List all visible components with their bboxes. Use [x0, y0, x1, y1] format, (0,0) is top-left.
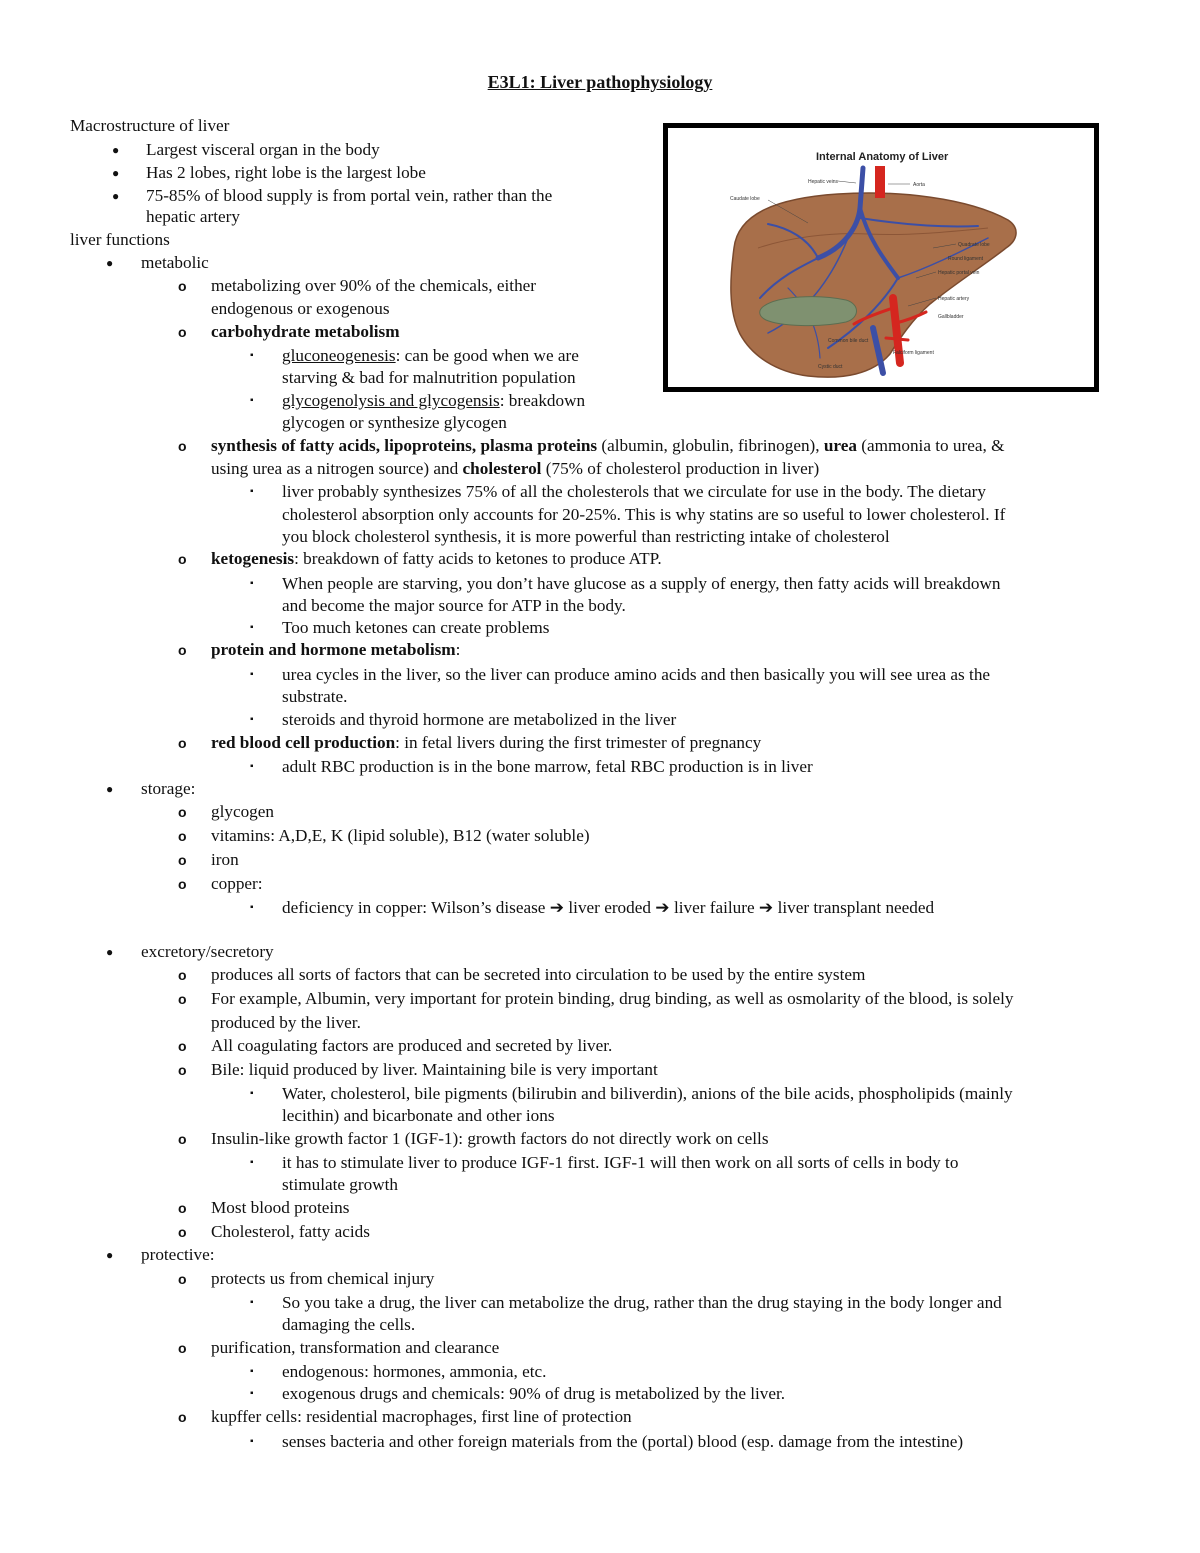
text-run: metabolic	[141, 253, 209, 272]
label-caudate-lobe: Caudate lobe	[730, 196, 760, 202]
text-run: (75% of cholesterol production in liver)	[541, 459, 820, 478]
text-run: : in fetal livers during the first trimester of pregnancy	[395, 733, 762, 752]
text-run: deficiency in copper: Wilson’s disease ➔ liver eroded ➔ liver failure ➔ liver transplant needed	[282, 898, 935, 917]
text-run: kupffer cells: residential macrophages, first line of protection	[211, 1407, 632, 1426]
bold-text: red blood cell production	[211, 733, 396, 752]
text-line	[282, 368, 576, 388]
text-line	[282, 665, 990, 685]
text-run: hepatic artery	[146, 207, 240, 226]
text-run: adult RBC production is in the bone marrow, fetal RBC production is in liver	[282, 757, 813, 776]
text-run: : can be good when we are	[395, 346, 579, 365]
text-run: Most blood proteins	[211, 1198, 350, 1217]
text-run: damaging the cells.	[282, 1315, 416, 1334]
text-line	[211, 1222, 370, 1242]
text-line	[282, 346, 579, 366]
bullet-square-icon: ▪	[250, 395, 254, 406]
text-line	[282, 482, 986, 502]
text-run: using urea as a nitrogen source) and	[211, 459, 463, 478]
bullet-circle-icon: o	[178, 735, 187, 751]
text-run: steroids and thyroid hormone are metabolized in the liver	[282, 710, 677, 729]
liver-anatomy-figure	[663, 123, 1099, 392]
text-run: glycogen	[211, 802, 275, 821]
text-line	[211, 874, 263, 894]
liver-illustration	[668, 128, 1094, 387]
text-line	[211, 1198, 349, 1218]
text-run: Bile: liquid produced by liver. Maintaining bile is very important	[211, 1060, 658, 1079]
text-run: and become the major source for ATP in the body.	[282, 596, 626, 615]
text-line	[211, 1407, 632, 1427]
bold-text: carbohydrate metabolism	[211, 322, 400, 341]
text-line	[211, 436, 1004, 456]
text-line	[282, 1432, 963, 1452]
bold-text: cholesterol	[462, 459, 542, 478]
bullet-circle-icon: o	[178, 1062, 187, 1078]
text-run: urea cycles in the liver, so the liver can produce amino acids and then basically you will see urea as the	[282, 665, 991, 684]
text-run: produces all sorts of factors that can be secreted into circulation to be used by the entire system	[211, 965, 866, 984]
text-run: Cholesterol, fatty acids	[211, 1222, 370, 1241]
bullet-circle-icon: o	[178, 642, 187, 658]
label-portal-vein: Hepatic portal vein	[938, 270, 980, 276]
bullet-circle-icon: o	[178, 967, 187, 983]
text-run: Largest visceral organ in the body	[146, 140, 380, 159]
text-line	[211, 299, 390, 319]
bullet-circle-icon: o	[178, 1340, 187, 1356]
bullet-square-icon: ▪	[250, 1366, 254, 1377]
text-line	[211, 1036, 612, 1056]
text-run: :	[455, 640, 461, 659]
gallbladder-shape	[760, 297, 857, 326]
text-line	[211, 1129, 769, 1149]
text-run: you block cholesterol synthesis, it is more powerful than restricting intake of cholesterol	[282, 527, 890, 546]
text-run: metabolizing over 90% of the chemicals, either	[211, 276, 537, 295]
bold-text: urea	[823, 436, 857, 455]
text-line	[146, 163, 426, 183]
text-line	[211, 989, 1013, 1009]
bullet-disc-icon: ●	[112, 166, 120, 180]
text-run: 75-85% of blood supply is from portal vein, rather than the	[146, 186, 553, 205]
text-run: exogenous drugs and chemicals: 90% of drug is metabolized by the liver.	[282, 1384, 786, 1403]
bullet-disc-icon: ●	[106, 1248, 114, 1262]
text-line	[282, 1084, 1013, 1104]
bullet-circle-icon: o	[178, 852, 187, 868]
bullet-circle-icon: o	[178, 1038, 187, 1054]
text-line	[146, 207, 240, 227]
text-line	[211, 322, 400, 342]
text-run: All coagulating factors are produced and secreted by liver.	[211, 1036, 613, 1055]
label-common-bile-duct: Common bile duct	[828, 338, 869, 344]
text-line	[282, 1315, 415, 1335]
text-run: : breakdown	[499, 391, 586, 410]
text-line	[282, 1293, 1002, 1313]
text-line	[141, 779, 195, 799]
label-gallbladder: Gallbladder	[938, 314, 964, 320]
bullet-square-icon: ▪	[250, 1388, 254, 1399]
text-run: liver functions	[70, 230, 170, 249]
bullet-circle-icon: o	[178, 1271, 187, 1287]
bullet-square-icon: ▪	[250, 350, 254, 361]
text-line	[211, 850, 239, 870]
text-run: it has to stimulate liver to produce IGF-1 first. IGF-1 will then work on all sorts of cells in body to	[282, 1153, 959, 1172]
text-run: endogenous: hormones, ammonia, etc.	[282, 1362, 547, 1381]
text-line	[211, 965, 865, 985]
text-run: excretory/secretory	[141, 942, 274, 961]
text-line	[141, 1245, 215, 1265]
text-line	[211, 802, 274, 822]
text-line	[282, 1175, 398, 1195]
bullet-circle-icon: o	[178, 278, 187, 294]
label-round-ligament: Round ligament	[948, 256, 984, 262]
page-title: E3L1: Liver pathophysiology	[487, 72, 713, 92]
underlined-term: gluconeogenesis	[282, 346, 396, 365]
bullet-square-icon: ▪	[250, 761, 254, 772]
bullet-square-icon: ▪	[250, 1157, 254, 1168]
text-run: substrate.	[282, 687, 348, 706]
text-line	[211, 1013, 361, 1033]
text-line	[146, 140, 380, 160]
text-line	[282, 1384, 785, 1404]
text-line	[211, 1269, 434, 1289]
label-aorta: Aorta	[913, 182, 925, 188]
bold-text: protein and hormone metabolism	[211, 640, 456, 659]
text-run: liver probably synthesizes 75% of all the cholesterols that we circulate for use in the body. The dietary	[282, 482, 986, 501]
text-run: Has 2 lobes, right lobe is the largest lobe	[146, 163, 426, 182]
text-line	[282, 1362, 546, 1382]
text-line	[282, 391, 585, 411]
text-line	[282, 413, 507, 433]
bullet-disc-icon: ●	[106, 256, 114, 270]
text-line	[146, 186, 552, 206]
text-line	[282, 710, 676, 730]
bullet-square-icon: ▪	[250, 1436, 254, 1447]
bullet-circle-icon: o	[178, 804, 187, 820]
text-run: Macrostructure of liver	[70, 116, 230, 135]
text-line	[141, 253, 209, 273]
bullet-square-icon: ▪	[250, 902, 254, 913]
text-line	[211, 276, 536, 296]
text-line	[211, 640, 460, 660]
label-cystic-duct: Cystic duct	[818, 364, 843, 370]
text-run: copper:	[211, 874, 263, 893]
text-line	[282, 687, 347, 707]
text-run: Insulin-like growth factor 1 (IGF-1): growth factors do not directly work on cells	[211, 1129, 769, 1148]
text-run: : breakdown of fatty acids to ketones to produce ATP.	[294, 549, 662, 568]
bullet-circle-icon: o	[178, 1409, 187, 1425]
text-run: storage:	[141, 779, 196, 798]
bullet-circle-icon: o	[178, 551, 187, 567]
text-run: senses bacteria and other foreign materials from the (portal) blood (esp. damage from the intestine)	[282, 1432, 964, 1451]
text-line	[282, 1153, 958, 1173]
bullet-square-icon: ▪	[250, 714, 254, 725]
text-line	[282, 757, 813, 777]
bullet-circle-icon: o	[178, 1131, 187, 1147]
text-run: So you take a drug, the liver can metabolize the drug, rather than the drug staying in the body longer and	[282, 1293, 1002, 1312]
label-quadrate-lobe: Quadrate lobe	[958, 242, 990, 248]
bullet-disc-icon: ●	[106, 945, 114, 959]
text-line	[282, 618, 550, 638]
bullet-square-icon: ▪	[250, 669, 254, 680]
text-run: Too much ketones can create problems	[282, 618, 550, 637]
text-line	[211, 459, 819, 479]
bullet-circle-icon: o	[178, 991, 187, 1007]
text-run: iron	[211, 850, 239, 869]
text-run: Water, cholesterol, bile pigments (bilirubin and biliverdin), anions of the bile acids, phospholipids (mainly	[282, 1084, 1013, 1103]
text-run: When people are starving, you don’t have glucose as a supply of energy, then fatty acids will breakdown	[282, 574, 1001, 593]
bullet-circle-icon: o	[178, 876, 187, 892]
label-falciform-ligament: Falciform ligament	[893, 350, 934, 356]
text-run: (ammonia to urea, &	[856, 436, 1005, 455]
text-line	[141, 942, 274, 962]
bullet-disc-icon: ●	[112, 189, 120, 203]
text-line	[211, 549, 662, 569]
text-run: stimulate growth	[282, 1175, 398, 1194]
text-run: lecithin) and bicarbonate and other ions	[282, 1106, 555, 1125]
bold-text: synthesis of fatty acids, lipoproteins, plasma proteins	[211, 436, 598, 455]
figure-heading: Internal Anatomy of Liver	[816, 151, 949, 163]
text-run: cholesterol absorption only accounts for 20-25%. This is why statins are so useful to lower cholesterol. If	[282, 505, 1006, 524]
text-run: (albumin, globulin, fibrinogen),	[597, 436, 824, 455]
bullet-circle-icon: o	[178, 828, 187, 844]
bullet-circle-icon: o	[178, 1224, 187, 1240]
bold-text: ketogenesis	[211, 549, 295, 568]
text-run: protects us from chemical injury	[211, 1269, 435, 1288]
text-line	[282, 596, 626, 616]
text-run: protective:	[141, 1245, 215, 1264]
text-line	[282, 527, 890, 547]
bullet-square-icon: ▪	[250, 1297, 254, 1308]
bullet-disc-icon: ●	[112, 143, 120, 157]
text-line	[211, 1060, 658, 1080]
text-run: purification, transformation and clearance	[211, 1338, 500, 1357]
text-run: starving & bad for malnutrition population	[282, 368, 576, 387]
bullet-circle-icon: o	[178, 324, 187, 340]
bullet-circle-icon: o	[178, 1200, 187, 1216]
bullet-square-icon: ▪	[250, 622, 254, 633]
bullet-square-icon: ▪	[250, 1088, 254, 1099]
text-line	[282, 1106, 555, 1126]
bullet-square-icon: ▪	[250, 486, 254, 497]
bullet-circle-icon: o	[178, 438, 187, 454]
text-run: glycogen or synthesize glycogen	[282, 413, 507, 432]
text-run: endogenous or exogenous	[211, 299, 390, 318]
text-line	[70, 116, 229, 136]
text-line	[282, 898, 934, 918]
text-line	[282, 574, 1000, 594]
text-run: vitamins: A,D,E, K (lipid soluble), B12 (water soluble)	[211, 826, 590, 845]
text-line	[211, 1338, 499, 1358]
label-hepatic-artery: Hepatic artery	[938, 296, 970, 302]
text-line	[211, 826, 590, 846]
text-line	[70, 230, 170, 250]
underlined-term: glycogenolysis and glycogensis	[282, 391, 500, 410]
bullet-square-icon: ▪	[250, 578, 254, 589]
text-line	[211, 733, 761, 753]
text-run: produced by the liver.	[211, 1013, 361, 1032]
text-line	[282, 505, 1005, 525]
text-run: For example, Albumin, very important for protein binding, drug binding, as well as osmolarity of the blood, is solely	[211, 989, 1014, 1008]
label-hepatic-veins: Hepatic veins	[808, 179, 839, 185]
bullet-disc-icon: ●	[106, 782, 114, 796]
